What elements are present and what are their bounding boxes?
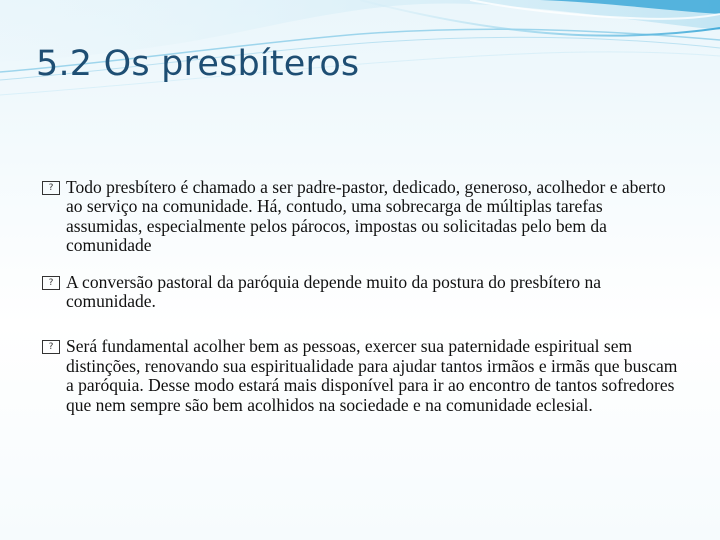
missing-glyph-box-icon: ? xyxy=(42,181,60,195)
bullet-item xyxy=(40,337,680,415)
missing-glyph-box-icon: ? xyxy=(42,276,60,290)
slide-title: 5.2 Os presbíteros xyxy=(36,44,360,84)
bullet-text: Será fundamental acolher bem as pessoas, exercer sua paternidade espiritual sem distinções, renovando sua espiritualidade para ajudar tantos irmãos e irmãs que buscam a paróquia. Desse modo estará mais disponível para ir ao encontro de tantos sofredores que nem sempre são bem acolhidos na sociedade e na comunidade eclesial. xyxy=(66,336,678,415)
bullet-item xyxy=(40,273,680,312)
bullet-text: Todo presbítero é chamado a ser padre-pastor, dedicado, generoso, acolhedor e aberto ao serviço na comunidade. Há, contudo, uma sobrecarga de múltiplas tarefas assumidas, especialmente pelos párocos, impostas ou solicitadas pelo bem da comunidade xyxy=(66,177,666,256)
bullet-list xyxy=(40,178,680,432)
bullet-text: A conversão pastoral da paróquia depende muito da postura do presbítero na comunidade. xyxy=(66,271,602,312)
bullet-item xyxy=(40,178,680,256)
missing-glyph-box-icon: ? xyxy=(42,340,60,354)
